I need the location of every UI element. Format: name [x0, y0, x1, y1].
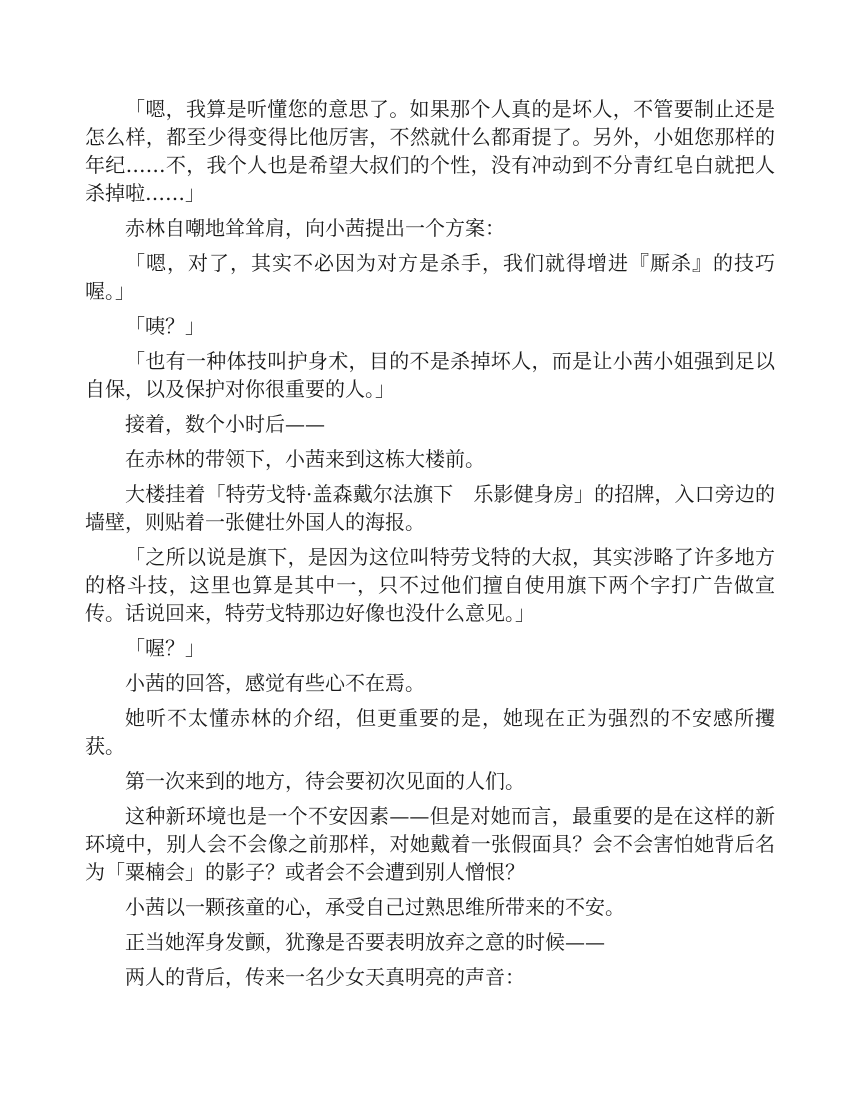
paragraph: 接着，数个小时后——	[125, 412, 325, 436]
paragraph: 「咦？」	[125, 314, 205, 338]
paragraph: 正当她浑身发颤，犹豫是否要表明放弃之意的时候——	[125, 930, 605, 954]
paragraph: 小茜的回答，感觉有些心不在焉。	[125, 671, 425, 695]
paragraph: 小茜以一颗孩童的心，承受自己过熟思维所带来的不安。	[125, 895, 625, 919]
paragraph: 她听不太懂赤林的介绍，但更重要的是，她现在正为强烈的不安感所攫获。	[85, 706, 775, 758]
paragraph: 在赤林的带领下，小茜来到这栋大楼前。	[125, 447, 485, 471]
paragraph: 「嗯，对了，其实不必因为对方是杀手，我们就得增进『厮杀』的技巧喔。」	[85, 251, 775, 303]
paragraph: 「之所以说是旗下，是因为这位叫特劳戈特的大叔，其实涉略了许多地方的格斗技，这里也算是其中一，只不过他们擅自使用旗下两个字打广告做宣传。话说回来，特劳戈特那边好像也没什么意见。」	[85, 545, 775, 625]
paragraph: 赤林自嘲地耸耸肩，向小茜提出一个方案：	[125, 216, 505, 240]
paragraph: 「也有一种体技叫护身术，目的不是杀掉坏人，而是让小茜小姐强到足以自保，以及保护对你很重要的人。」	[85, 349, 775, 401]
paragraph: 大楼挂着「特劳戈特·盖森戴尔法旗下 乐影健身房」的招牌，入口旁边的墙壁，则贴着一张健壮外国人的海报。	[85, 482, 775, 534]
paragraph: 第一次来到的地方，待会要初次见面的人们。	[125, 769, 525, 793]
paragraph: 「喔？」	[125, 636, 205, 660]
paragraph: 这种新环境也是一个不安因素——但是对她而言，最重要的是在这样的新环境中，别人会不会像之前那样，对她戴着一张假面具？会不会害怕她背后名为「粟楠会」的影子？或者会不会遭到别人憎恨？	[85, 804, 775, 884]
paragraph: 「嗯，我算是听懂您的意思了。如果那个人真的是坏人，不管要制止还是怎么样，都至少得变得比他厉害，不然就什么都甭提了。另外，小姐您那样的年纪……不，我个人也是希望大叔们的个性，没有冲动到不分青红皂白就把人杀掉啦……」	[85, 97, 775, 205]
paragraph: 两人的背后，传来一名少女天真明亮的声音：	[125, 965, 525, 989]
body-text	[85, 95, 775, 998]
